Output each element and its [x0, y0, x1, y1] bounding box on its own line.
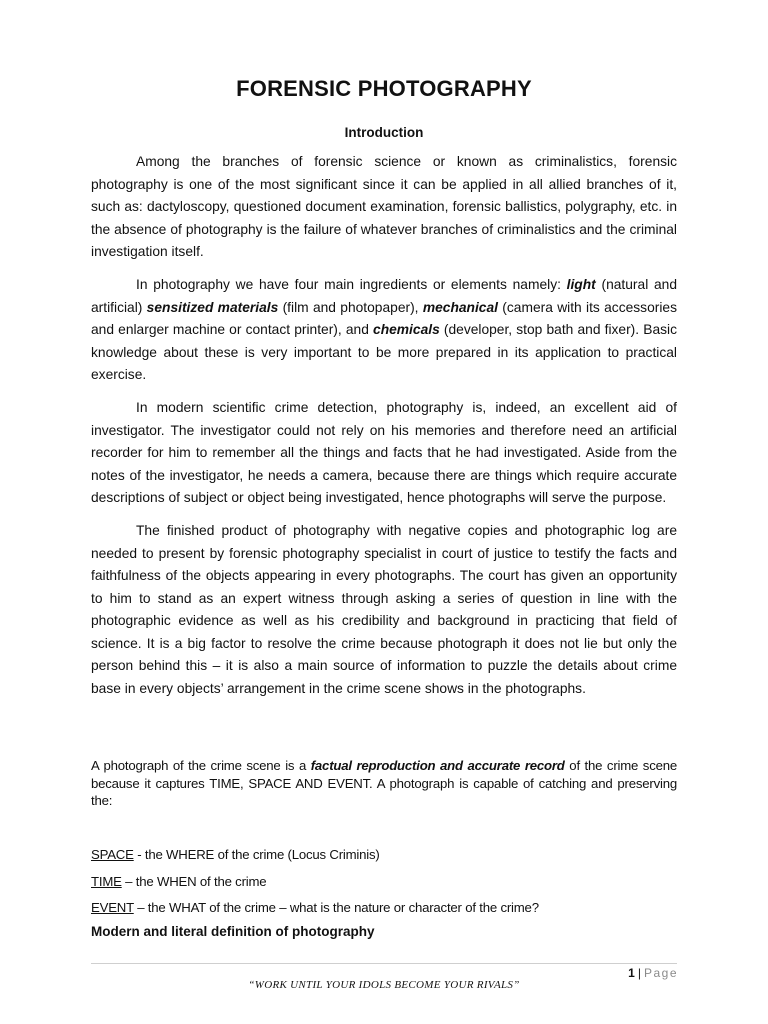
paragraph-3: In modern scientific crime detection, photography is, indeed, an excellent aid of investigator. The investigator could not rely on his memories and therefore need an artificial recorder for him to remember all the things and facts that he had investigated. Aside from the notes of the investigator, he needs a camera, because there are things which require accurate descriptions of subject or object being investigated, hence photographs will serve the purpose. — [91, 399, 677, 506]
term-time: TIME — [91, 873, 122, 889]
page-label: Page — [643, 966, 678, 980]
term-event: EVENT — [91, 900, 134, 915]
paragraph-5-text: of the crime scene because it captures TIME, SPACE AND EVENT. A photograph is capable of catching and preserving the: — [91, 758, 677, 808]
definition-list — [91, 845, 677, 925]
document-title: FORENSIC PHOTOGRAPHY — [236, 76, 532, 101]
paragraph-2-text: (natural and artificial) — [91, 276, 677, 315]
definition-text: – the WHAT of the crime – what is the nature or character of the crime? — [133, 900, 539, 915]
section-subtitle: Introduction — [344, 125, 424, 140]
paragraph-2 — [91, 274, 677, 387]
definition-text: – the WHEN of the crime — [121, 873, 267, 889]
footer-divider — [91, 963, 677, 964]
paragraph-2-text: (camera with its accessories and enlarger machine or contact printer), and — [91, 299, 677, 338]
emphasis-mechanical: mechanical — [422, 299, 498, 315]
definition-text: - the WHERE of the crime (Locus Criminis) — [133, 847, 380, 862]
term-space: SPACE — [91, 847, 134, 862]
definition-space — [91, 845, 677, 872]
emphasis-factual-reproduction: factual reproduction and accurate record — [310, 758, 565, 773]
section-heading: Modern and literal definition of photography — [91, 924, 375, 939]
emphasis-chemicals: chemicals — [373, 322, 440, 338]
definition-time — [91, 872, 677, 899]
page-number — [628, 966, 678, 980]
paragraph-2-text: In photography we have four main ingredients or elements namely: — [136, 276, 567, 292]
paragraph-2-text: (film and photopaper), — [278, 299, 423, 315]
page-number-separator: | — [637, 966, 641, 980]
emphasis-sensitized-materials: sensitized materials — [146, 299, 279, 315]
paragraph-1: Among the branches of forensic science or known as criminalistics, forensic photography is one of the most significant since it can be applied in all allied branches of it, such as: dactyloscopy, questioned document examination, forensic ballistics, polygraphy, etc. in the absence of photography is the failure of whatever branches of criminalistics and the criminal investigation itself. — [91, 154, 677, 260]
footer-quote: “WORK UNTIL YOUR IDOLS BECOME YOUR RIVALS” — [248, 979, 520, 991]
definition-event — [91, 898, 677, 925]
body-text — [91, 151, 677, 711]
paragraph-5-text: A photograph of the crime scene is a — [91, 758, 311, 773]
paragraph-2-text: (developer, stop bath and fixer). Basic knowledge about these is very important to be more prepared in its application to practical exercise. — [91, 322, 677, 383]
paragraph-5 — [91, 757, 677, 810]
page-number-value: 1 — [628, 966, 635, 980]
emphasis-light: light — [566, 276, 596, 292]
paragraph-4: The finished product of photography with negative copies and photographic log are needed to present by forensic photography specialist in court of justice to testify the facts and faithfulness of the objects appearing in every photographs. The court has given an opportunity to him to stand as an expert witness through asking a series of question in line with the photographic evidence as well as his credibility and background in practicing that field of science. It is a big factor to resolve the crime because photograph it does not lie but only the person behind this – it is also a main source of information to puzzle the details about crime base in every objects’ arrangement in the crime scene shows in the photographs. — [91, 522, 677, 697]
